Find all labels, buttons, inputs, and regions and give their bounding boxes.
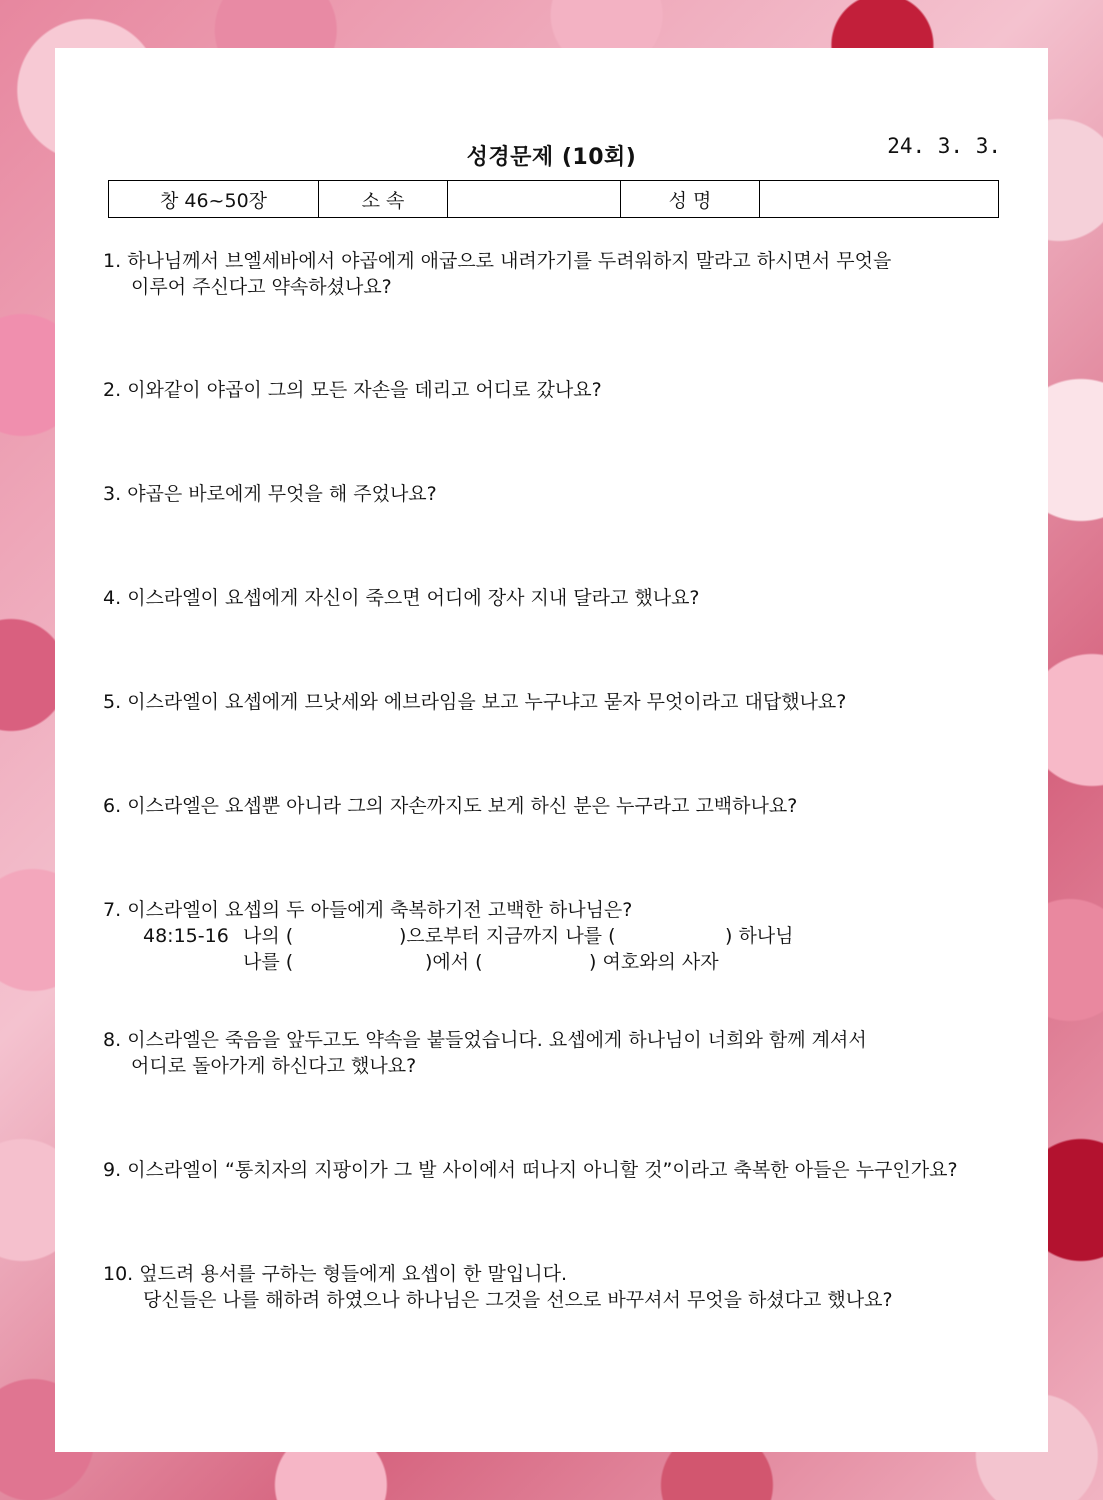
question-number: 3. [103,483,122,505]
question-text: 이스라엘이 요셉에게 므낫세와 에브라임을 보고 누구냐고 묻자 무엇이라고 대답했나요? [127,691,847,713]
question-text: 이루어 주신다고 약속하셨나요? [131,276,392,298]
affiliation-label: 소 속 [319,181,448,218]
fill-text: ) 여호와의 사자 [589,951,719,973]
question-2 [103,377,602,403]
question-text: 이스라엘은 요셉뿐 아니라 그의 자손까지도 보게 하신 분은 누구라고 고백하나요? [127,795,798,817]
fill-text: ) 하나님 [725,925,794,947]
question-text: 어디로 돌아가게 하신다고 했나요? [131,1055,417,1077]
question-3 [103,481,437,507]
question-8 [103,1027,867,1079]
question-6 [103,793,797,819]
question-number: 5. [103,691,122,713]
question-10 [103,1261,893,1313]
fill-text: 나의 ( [243,925,294,947]
fill-blank-line-2 [103,949,719,975]
question-4 [103,585,700,611]
question-number: 6. [103,795,122,817]
question-text: 엎드려 용서를 구하는 형들에게 요셉이 한 말입니다. [139,1263,567,1285]
question-text: 이와같이 야곱이 그의 모든 자손을 데리고 어디로 갔나요? [127,379,602,401]
date-text: 24. 3. 3. [887,134,1001,158]
fill-text: )에서 ( [425,951,483,973]
name-field[interactable] [760,181,999,218]
question-text: 하나님께서 브엘세바에서 야곱에게 애굽으로 내려가기를 두려워하지 말라고 하시면서 무엇을 [127,250,892,272]
question-7 [103,897,794,975]
question-number: 1. [103,250,122,272]
question-number: 10. [103,1263,134,1285]
question-number: 7. [103,899,122,921]
question-text: 이스라엘은 죽음을 앞두고도 약속을 붙들었습니다. 요셉에게 하나님이 너희와 함께 계셔서 [127,1029,867,1051]
name-label: 성 명 [621,181,760,218]
page-title: 성경문제 (10회) [466,145,637,170]
info-table [108,180,999,218]
question-text: 이스라엘이 요셉의 두 아들에게 축복하기전 고백한 하나님은? [127,899,633,921]
question-number: 4. [103,587,122,609]
question-5 [103,689,846,715]
question-9 [103,1157,958,1183]
range-cell: 창 46~50장 [109,181,319,218]
affiliation-field[interactable] [448,181,621,218]
fill-blank-line-1 [103,923,794,949]
fill-text: 나를 ( [243,951,294,973]
question-text: 야곱은 바로에게 무엇을 해 주었나요? [127,483,437,505]
question-1 [103,248,891,300]
question-text: 당신들은 나를 해하려 하였으나 하나님은 그것을 선으로 바꾸셔서 무엇을 하셨다고 했나요? [143,1289,893,1311]
question-text: 이스라엘이 요셉에게 자신이 죽으면 어디에 장사 지내 달라고 했나요? [127,587,700,609]
question-text: 이스라엘이 “통치자의 지팡이가 그 발 사이에서 떠나지 아니할 것”이라고 축복한 아들은 누구인가요? [127,1159,958,1181]
question-number: 9. [103,1159,122,1181]
question-number: 8. [103,1029,122,1051]
worksheet-paper [55,48,1048,1452]
fill-text: )으로부터 지금까지 나를 ( [399,925,616,947]
verse-reference: 48:15-16 [143,925,229,947]
question-number: 2. [103,379,122,401]
